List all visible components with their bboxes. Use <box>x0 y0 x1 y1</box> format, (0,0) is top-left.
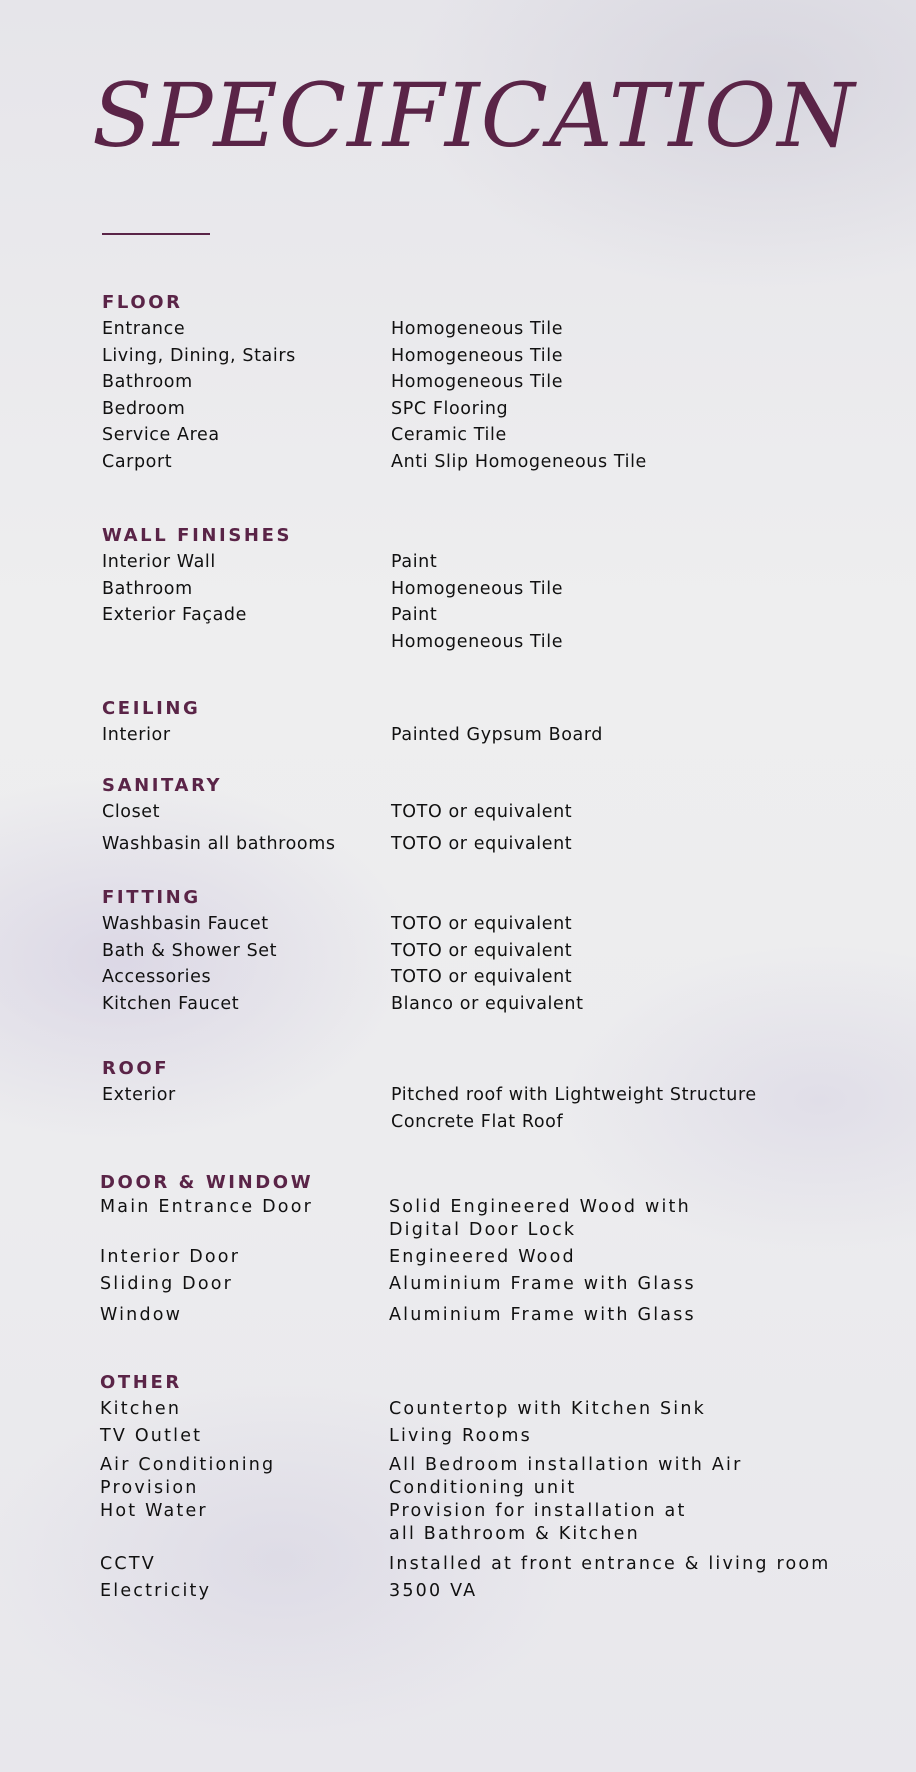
spec-label: Entrance <box>102 319 186 339</box>
spec-value: Paint <box>391 605 438 625</box>
section-fitting <box>102 887 882 1017</box>
spec-row <box>102 316 882 343</box>
spec-label <box>102 1109 391 1136</box>
page-title: SPECIFICATION <box>92 64 856 167</box>
spec-label: Kitchen <box>100 1399 182 1419</box>
spec-value: Solid Engineered Wood with Digital Door Lock <box>389 1197 691 1240</box>
spec-row <box>102 576 882 603</box>
spec-value: Paint <box>391 552 438 572</box>
spec-row <box>100 1500 880 1546</box>
spec-label: Interior <box>102 725 171 745</box>
section-heading: SANITARY <box>102 775 223 796</box>
spec-value: Homogeneous Tile <box>391 319 564 339</box>
spec-row <box>102 1109 882 1136</box>
spec-value: Ceramic Tile <box>391 425 507 445</box>
section-heading: OTHER <box>100 1372 182 1393</box>
spec-label: Washbasin all bathrooms <box>102 833 336 854</box>
spec-row <box>102 449 882 476</box>
spec-value: TOTO or equivalent <box>391 802 573 822</box>
spec-value: Homogeneous Tile <box>391 631 564 652</box>
spec-label: Carport <box>102 451 173 472</box>
spec-row <box>100 1423 880 1450</box>
spec-value: Homogeneous Tile <box>391 372 564 392</box>
spec-label: Interior Door <box>100 1247 241 1267</box>
section-floor <box>102 292 882 475</box>
spec-row <box>102 799 882 826</box>
spec-value: Homogeneous Tile <box>391 578 564 599</box>
spec-value: Living Rooms <box>389 1425 532 1446</box>
spec-value: Engineered Wood <box>389 1247 576 1267</box>
section-other <box>100 1372 880 1604</box>
spec-value: Pitched roof with Lightweight Structure <box>391 1085 757 1105</box>
spec-row <box>100 1551 880 1578</box>
spec-value: All Bedroom installation with Air Conditioning unit <box>389 1455 743 1498</box>
section-heading: FITTING <box>102 887 201 908</box>
section-sanitary <box>102 775 882 857</box>
spec-label: Kitchen Faucet <box>102 993 240 1014</box>
section-wall-finishes <box>102 525 882 655</box>
spec-value: Homogeneous Tile <box>391 345 564 366</box>
spec-row <box>102 549 882 576</box>
spec-value: Aluminium Frame with Glass <box>389 1305 696 1325</box>
spec-label: Exterior <box>102 1085 176 1105</box>
spec-value: Aluminium Frame with Glass <box>389 1273 696 1294</box>
spec-label: Interior Wall <box>102 552 216 572</box>
section-heading: FLOOR <box>102 292 183 313</box>
spec-row <box>102 602 882 629</box>
section-heading: DOOR & WINDOW <box>100 1172 314 1193</box>
spec-value: TOTO or equivalent <box>391 967 573 987</box>
spec-row <box>102 629 882 656</box>
spec-row <box>102 831 882 858</box>
spec-row <box>100 1302 880 1329</box>
spec-value: SPC Flooring <box>391 398 509 419</box>
spec-row <box>100 1196 880 1242</box>
spec-label: Bedroom <box>102 398 186 419</box>
spec-label: Bathroom <box>102 372 193 392</box>
spec-value: Painted Gypsum Board <box>391 725 604 745</box>
spec-row <box>100 1578 880 1605</box>
spec-value: Provision for installation at all Bathroom & Kitchen <box>389 1501 687 1544</box>
spec-label: Accessories <box>102 967 212 987</box>
spec-row <box>102 938 882 965</box>
spec-row <box>102 991 882 1018</box>
spec-label: Hot Water <box>100 1501 208 1521</box>
spec-value: TOTO or equivalent <box>391 833 573 854</box>
spec-label: Main Entrance Door <box>100 1197 313 1217</box>
spec-row <box>102 964 882 991</box>
spec-row <box>102 369 882 396</box>
section-heading: CEILING <box>102 698 201 719</box>
section-ceiling <box>102 698 882 749</box>
spec-label: Window <box>100 1305 183 1325</box>
title-underline <box>102 233 210 235</box>
spec-row <box>102 422 882 449</box>
spec-label: Living, Dining, Stairs <box>102 345 296 366</box>
spec-value: TOTO or equivalent <box>391 940 573 961</box>
spec-label: Sliding Door <box>100 1273 234 1294</box>
spec-label: Exterior Façade <box>102 605 247 625</box>
section-roof <box>102 1058 882 1135</box>
spec-row <box>100 1396 880 1423</box>
spec-value: Countertop with Kitchen Sink <box>389 1399 706 1419</box>
spec-row <box>100 1244 880 1271</box>
spec-label: Service Area <box>102 425 220 445</box>
spec-label: Air Conditioning Provision <box>100 1455 276 1498</box>
spec-row <box>102 396 882 423</box>
spec-label: Bath & Shower Set <box>102 940 278 961</box>
spec-value: Concrete Flat Roof <box>391 1111 564 1132</box>
spec-value: TOTO or equivalent <box>391 914 573 934</box>
spec-value: 3500 VA <box>389 1580 478 1601</box>
spec-label: TV Outlet <box>100 1425 203 1446</box>
spec-label: CCTV <box>100 1554 156 1574</box>
spec-row <box>102 911 882 938</box>
spec-row <box>102 343 882 370</box>
section-heading: ROOF <box>102 1058 170 1079</box>
spec-value: Blanco or equivalent <box>391 993 584 1014</box>
spec-label: Washbasin Faucet <box>102 914 269 934</box>
spec-value: Installed at front entrance & living room <box>389 1554 831 1574</box>
spec-label <box>102 629 391 656</box>
spec-row <box>100 1454 880 1500</box>
spec-label: Closet <box>102 802 161 822</box>
spec-row <box>102 1082 882 1109</box>
spec-row <box>100 1271 880 1298</box>
section-door-window <box>100 1172 880 1329</box>
spec-label: Electricity <box>100 1580 212 1601</box>
spec-label: Bathroom <box>102 578 193 599</box>
spec-value: Anti Slip Homogeneous Tile <box>391 451 647 472</box>
section-heading: WALL FINISHES <box>102 525 293 546</box>
spec-row <box>102 722 882 749</box>
